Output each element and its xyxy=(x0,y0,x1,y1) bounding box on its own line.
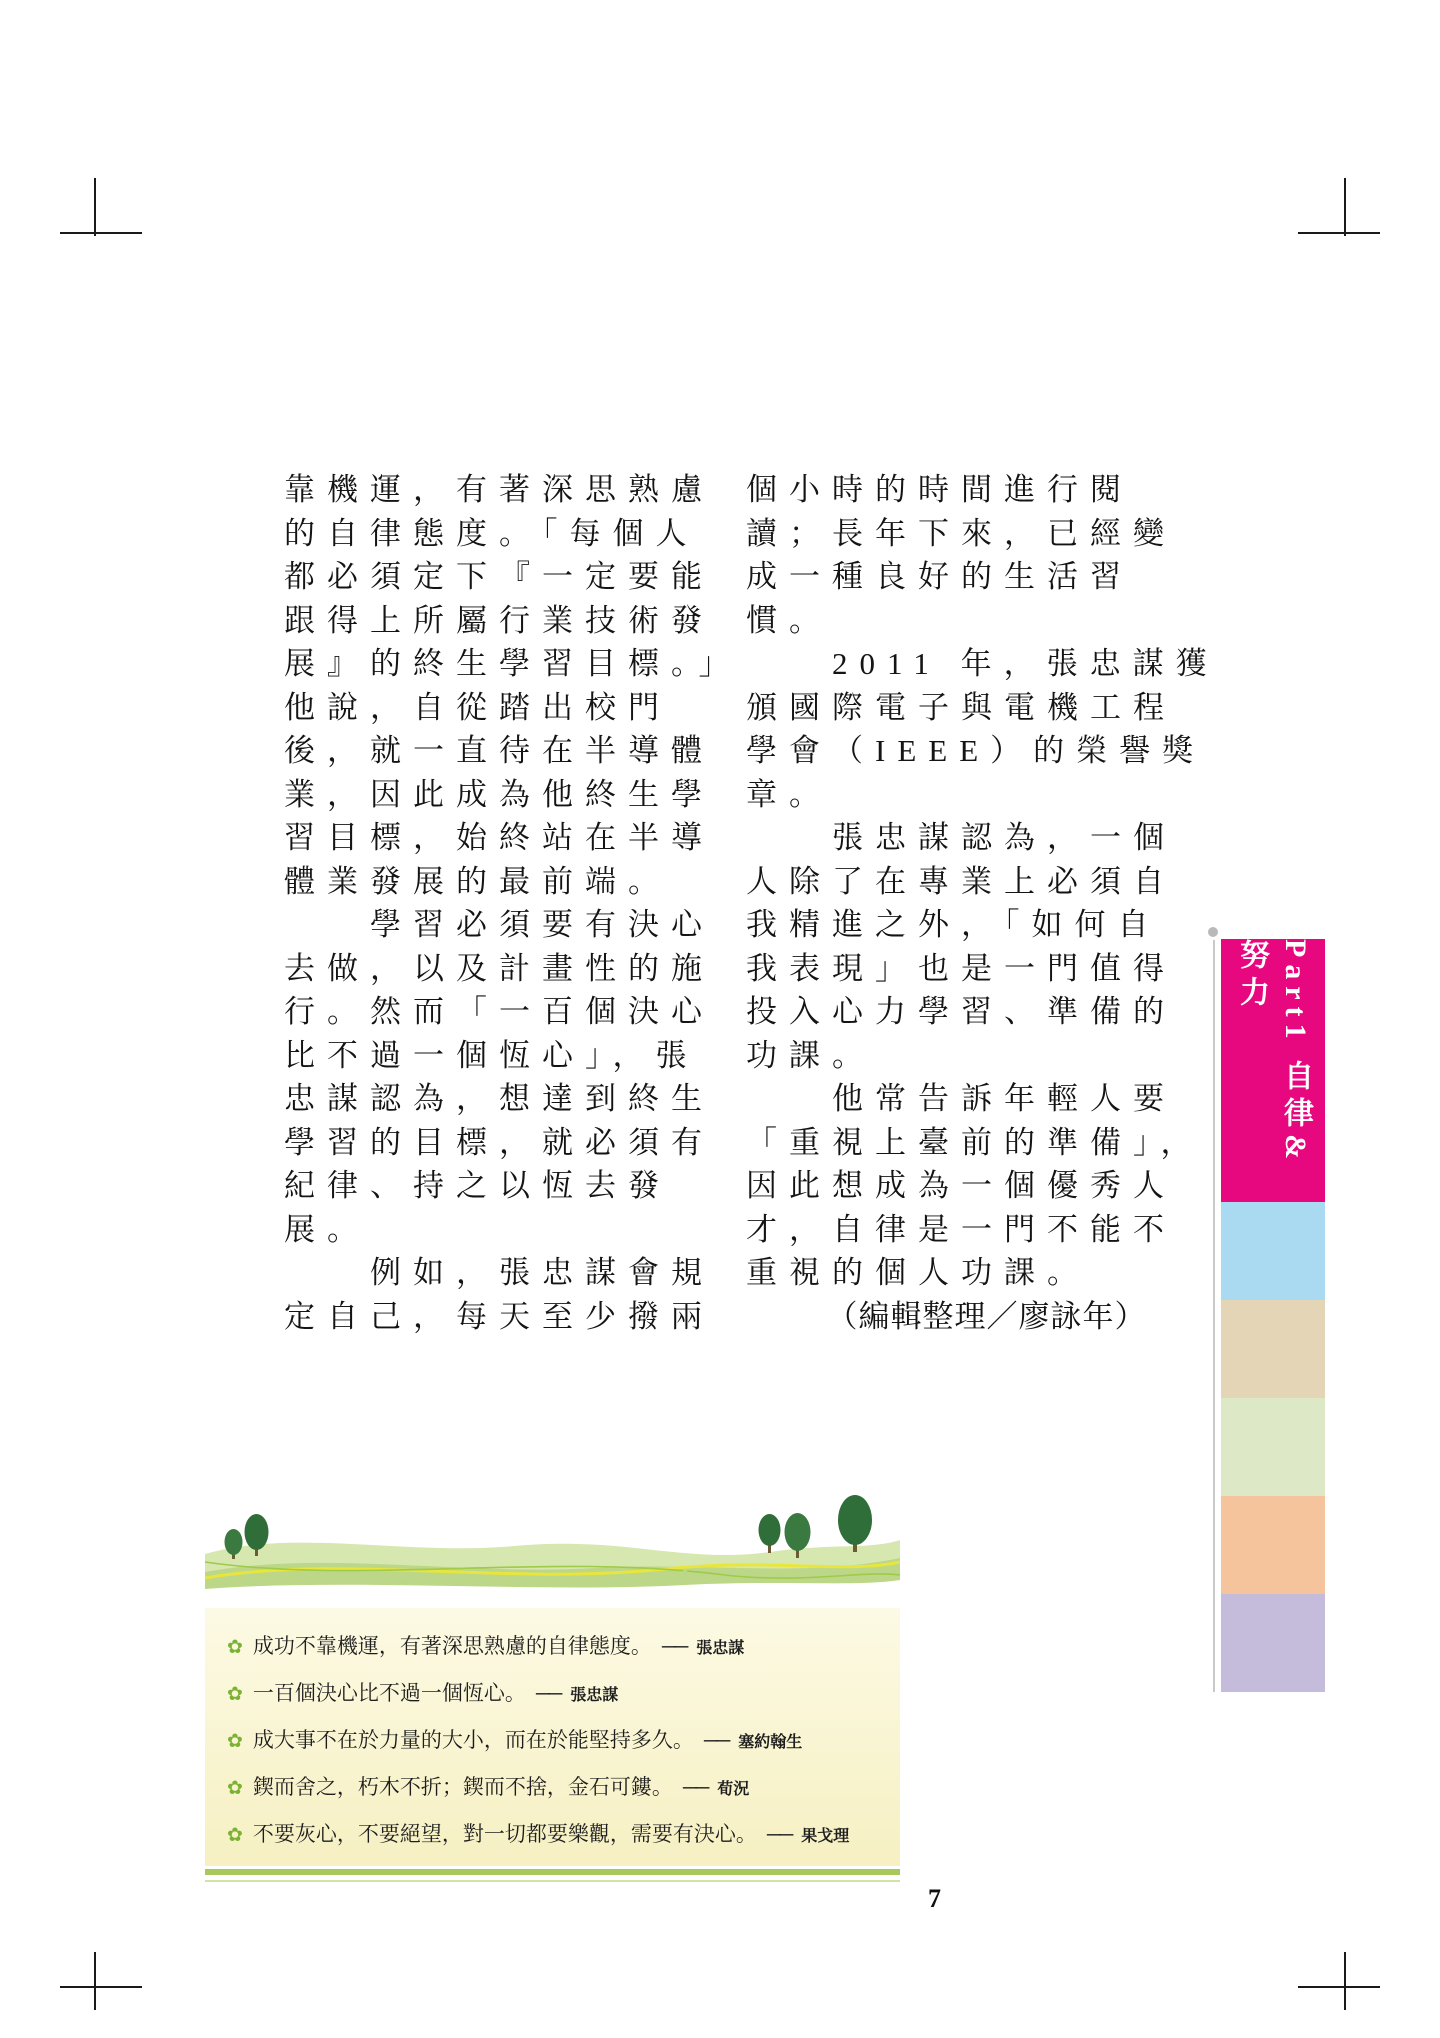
quote-text: 不要灰心，不要絕望，對一切都要樂觀，需要有決心。 xyxy=(252,1823,757,1846)
quote-text: 成功不靠機運，有著深思熟慮的自律態度。 xyxy=(252,1635,652,1658)
text-line: 比不過一個恆心」，張 xyxy=(284,1037,699,1073)
text-line: 他常告訴年輕人要 xyxy=(746,1081,1176,1116)
part-tab-label: Part1 自律&努力 xyxy=(1235,939,1312,1167)
text-line: 才，自律是一門不能不 xyxy=(746,1211,1176,1247)
text-line: 我表現」也是一門值得 xyxy=(746,950,1176,986)
famous-quotes-box xyxy=(205,1608,900,1866)
text-line: 跟得上所屬行業技術發 xyxy=(284,602,714,638)
text-line: 功課。 xyxy=(746,1037,875,1073)
part-tab xyxy=(1221,939,1325,1202)
text-line: 讀；長年下來，已經變 xyxy=(746,515,1176,551)
tree-icon xyxy=(759,1514,781,1553)
text-line: 業，因此成為他終生學 xyxy=(284,776,714,812)
text-line: 張忠謀認為，一個 xyxy=(746,820,1176,855)
crop-mark-bottom-left-v xyxy=(94,1952,96,2010)
section-color-block xyxy=(1221,1594,1325,1692)
section-color-block xyxy=(1221,1398,1325,1496)
tree-icon xyxy=(838,1495,872,1552)
text-line: 定自己，每天至少撥兩 xyxy=(284,1298,714,1334)
crop-mark-top-left-h xyxy=(60,232,142,234)
dot xyxy=(403,1580,408,1585)
text-line: 慣。 xyxy=(746,602,832,638)
quote-dash: ── xyxy=(703,1730,729,1752)
quote-item xyxy=(227,1671,880,1718)
crop-mark-bottom-right-v xyxy=(1344,1952,1346,2010)
text-line: 行。然而「一百個決心 xyxy=(284,994,714,1029)
margin-rule-dot xyxy=(1208,927,1218,937)
text-line: 的自律態度。「每個人 xyxy=(284,515,699,551)
text-line: 後，就一直待在半導體 xyxy=(284,733,714,768)
quote-item xyxy=(227,1718,880,1765)
text-line: 學習必須要有決心 xyxy=(284,907,714,942)
quotes-box-rule-thick xyxy=(205,1869,900,1875)
text-line: 章。 xyxy=(746,776,832,812)
text-line: 靠機運，有著深思熟慮 xyxy=(284,472,714,507)
quote-dash: ── xyxy=(766,1824,792,1846)
text-line: 展』的終生學習目標。」 xyxy=(284,646,742,681)
text-line: 頒國際電子與電機工程 xyxy=(746,689,1176,725)
text-line: 因此想成為一個優秀人 xyxy=(746,1168,1176,1203)
section-color-block xyxy=(1221,1300,1325,1398)
article-column-right xyxy=(746,468,1232,1338)
quote-text: 鍥而舍之，朽木不折；鍥而不捨，金石可鏤。 xyxy=(252,1776,673,1799)
text-line: 習目標，始終站在半導 xyxy=(284,820,714,855)
text-line: 成一種良好的生活習 xyxy=(746,559,1133,594)
text-line: 體業發展的最前端。 xyxy=(284,863,671,899)
text-line: 例如，張忠謀會規 xyxy=(284,1255,714,1290)
quote-author: 塞約翰生 xyxy=(738,1734,803,1751)
quote-item xyxy=(227,1812,880,1859)
crop-mark-bottom-right-h xyxy=(1298,1986,1380,1988)
section-color-block xyxy=(1221,1496,1325,1594)
text-line: 2011 年，張忠謀獲 xyxy=(746,646,1219,681)
section-color-block xyxy=(1221,1202,1325,1300)
flower-bullet-icon: ✿ xyxy=(227,1731,243,1752)
quote-author: 果戈理 xyxy=(801,1828,850,1845)
flower-bullet-icon: ✿ xyxy=(227,1684,243,1705)
text-line: 紀律、持之以恆去發 xyxy=(284,1168,671,1203)
text-line: 個小時的時間進行閱 xyxy=(746,472,1133,507)
text-line: 投入心力學習、準備的 xyxy=(746,994,1176,1029)
text-line: 人除了在專業上必須自 xyxy=(746,863,1176,899)
quote-author: 荀況 xyxy=(717,1781,750,1798)
crop-mark-top-right-h xyxy=(1298,232,1380,234)
text-line: 學習的目標，就必須有 xyxy=(284,1124,714,1160)
dot xyxy=(683,1570,688,1575)
flower-bullet-icon: ✿ xyxy=(227,1825,243,1846)
section-color-index xyxy=(1221,1202,1325,1692)
page-number: 7 xyxy=(928,1884,941,1913)
text-line: 他說，自從踏出校門 xyxy=(284,689,671,725)
landscape-illustration xyxy=(205,1492,900,1610)
text-line: 「重視上臺前的準備」， xyxy=(746,1124,1204,1160)
crop-mark-top-left-v xyxy=(94,178,96,236)
text-line: 重視的個人功課。 xyxy=(746,1255,1090,1290)
text-line: 忠謀認為，想達到終生 xyxy=(284,1081,714,1116)
flower-bullet-icon: ✿ xyxy=(227,1778,243,1799)
quotes-box-rule-thin xyxy=(205,1880,900,1882)
quote-dash: ── xyxy=(682,1777,708,1799)
margin-rule xyxy=(1213,940,1215,1692)
quote-author: 張忠謀 xyxy=(570,1687,619,1704)
text-line: （編輯整理／廖詠年） xyxy=(746,1298,1147,1334)
quote-item xyxy=(227,1624,880,1671)
flower-bullet-icon: ✿ xyxy=(227,1637,243,1658)
crop-mark-top-right-v xyxy=(1344,178,1346,236)
text-line: 都必須定下『一定要能 xyxy=(284,559,714,594)
quote-text: 一百個決心比不過一個恆心。 xyxy=(252,1682,526,1705)
quote-dash: ── xyxy=(535,1683,561,1705)
quote-item xyxy=(227,1765,880,1812)
quote-text: 成大事不在於力量的大小，而在於能堅持多久。 xyxy=(252,1729,694,1752)
text-line: 我精進之外，「如何自 xyxy=(746,907,1161,942)
text-line: 去做，以及計畫性的施 xyxy=(284,950,714,986)
text-line: 學會（IEEE）的榮譽獎 xyxy=(746,733,1206,768)
crop-mark-bottom-left-h xyxy=(60,1986,142,1988)
quote-dash: ── xyxy=(661,1636,687,1658)
quote-author: 張忠謀 xyxy=(696,1640,745,1657)
text-line: 展。 xyxy=(284,1211,370,1247)
article-column-left xyxy=(284,468,770,1338)
